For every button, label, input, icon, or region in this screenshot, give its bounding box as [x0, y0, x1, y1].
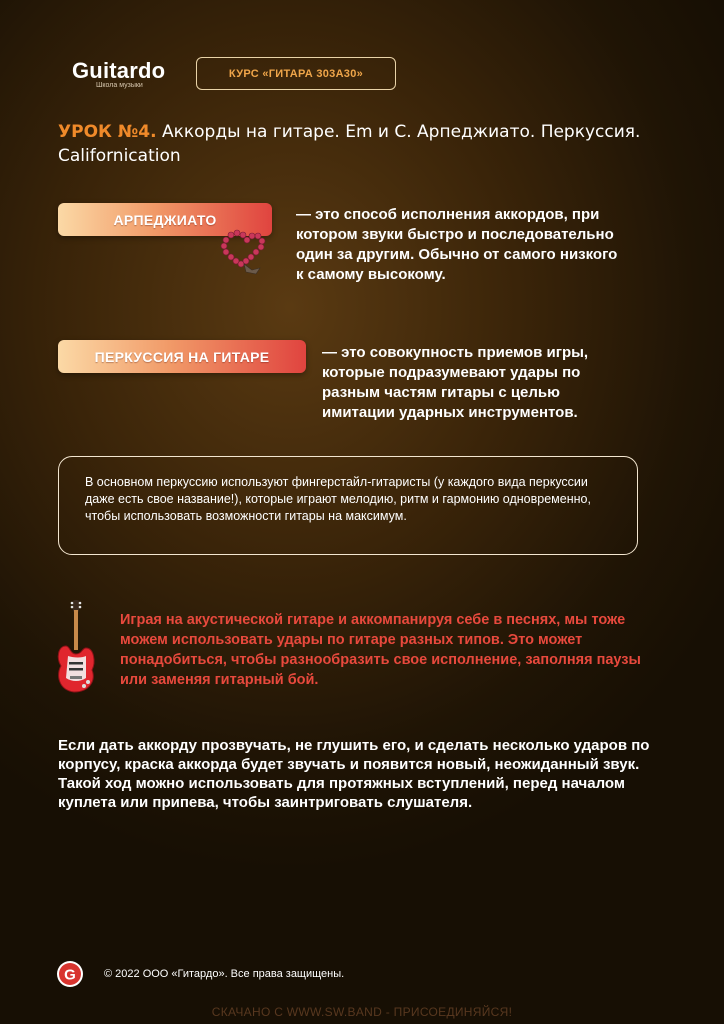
course-badge: КУРС «ГИТАРА 303А30» — [196, 57, 396, 90]
logo-subtitle: Школа музыки — [96, 82, 143, 89]
term-definition-percussion: — это совокупность приемов игры, которые подразумевают удары по разным частям гитары с целью имитации ударных инструментов. — [322, 344, 589, 421]
lesson-title-text: Аккорды на гитаре. Em и C. Арпеджиато. Перкуссия. Californication — [58, 122, 641, 166]
beads-icon — [216, 224, 268, 276]
guitardo-logo — [72, 58, 165, 84]
term-definition-arpeggiato: — это способ исполнения аккордов, при котором звуки быстро и последовательно один за другим. Обычно от самого низкого к самому высокому. — [296, 206, 618, 283]
info-box: В основном перкуссию используют фингерстайл-гитаристы (у каждого вида перкуссии даже есть свое название!), которые играют мелодию, ритм и гармонию одновременно, чтобы использовать возможности гитары на максимум. — [58, 456, 638, 555]
guitardo-footer-logo — [56, 960, 84, 988]
body-paragraph: Если дать аккорду прозвучать, не глушить его, и сделать несколько ударов по корпусу, краска аккорда будет звучать и появится новый, неожиданный звук. Такой ход можно использовать для протяжных вступлений, перед началом куплета или припева, чтобы заинтриговать слушателя. — [58, 737, 650, 811]
accent-paragraph: Играя на акустической гитаре и аккомпанируя себе в песнях, мы тоже можем использовать удары по гитаре разных типов. Это может понадобиться, чтобы разнообразить свое исполнение, заполняя паузы или заменяя гитарный бой. — [120, 612, 641, 688]
lesson-number: УРОК №4. — [58, 122, 157, 142]
logo-text: Guitardo — [72, 58, 166, 83]
footer-logo-letter: G — [64, 966, 76, 984]
electric-guitar-icon — [52, 598, 100, 696]
watermark-text: СКАЧАНО С WWW.SW.BAND - ПРИСОЕДИНЯЙСЯ! — [211, 1005, 513, 1019]
lesson-title — [58, 120, 658, 168]
term-label-arpeggiato: АРПЕДЖИАТО — [58, 203, 272, 236]
copyright-text: © 2022 ООО «Гитардо». Все права защищены. — [104, 968, 345, 980]
term-label-percussion: ПЕРКУССИЯ НА ГИТАРЕ — [58, 340, 306, 373]
